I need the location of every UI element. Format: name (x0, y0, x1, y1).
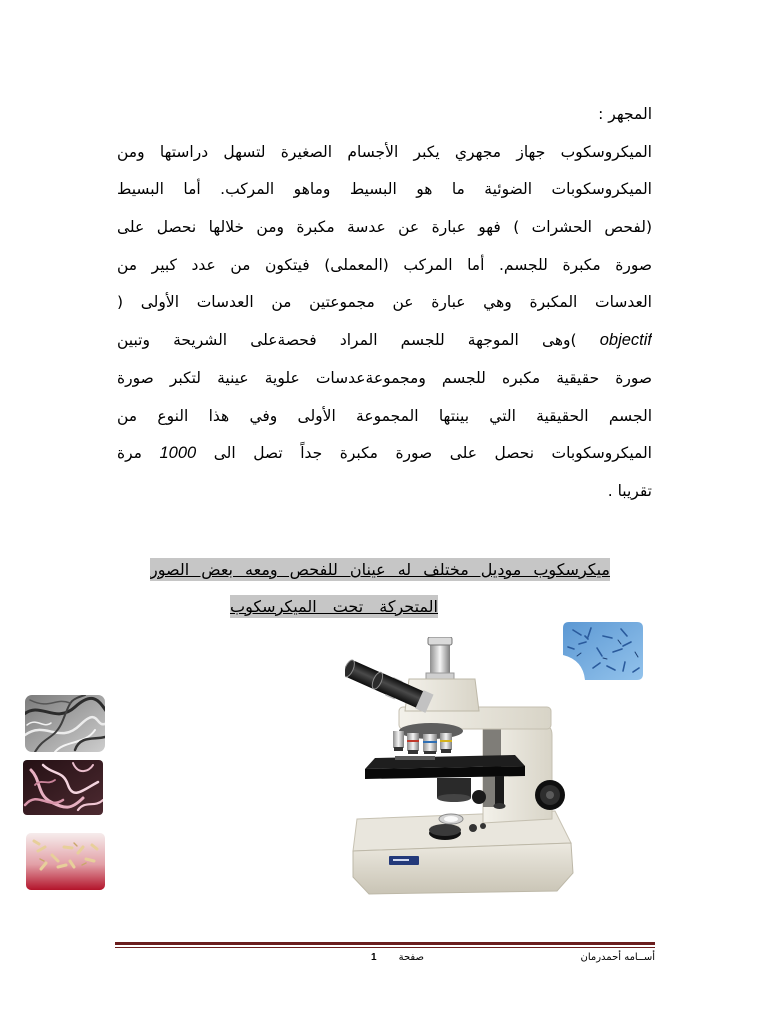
gray-worms-image (25, 695, 105, 752)
paragraph-line-text: مرة (117, 444, 142, 463)
article-body (117, 96, 652, 511)
red-bacteria-image (26, 833, 105, 890)
paragraph-line: صورة مكبرة للجسم. أما المركب (المعملى) فيتكون من عدد كبير من (117, 255, 652, 274)
paragraph-line: صورة حقيقية مكبره للجسم ومجموعةعدسات علوية عينية لتكبر صورة (117, 368, 652, 387)
paragraph-line: العدسات المكبرة وهي عبارة عن مجموعتين من العدسات الأولى ( (117, 293, 652, 312)
paragraph-line-text: )وهى الموجهة للجسم المراد فحصةعلى الشريحة وتبين (117, 331, 577, 350)
paragraph-line: الميكروسكوب جهاز مجهري يكبر الأجسام الصغيرة لتسهل دراستها ومن (117, 142, 652, 161)
page-label: صفحة (398, 952, 424, 963)
footer-rule-thin (115, 947, 655, 948)
figure-caption-line-2: المتحركة تحت الميكرسكوب (230, 597, 438, 616)
footer-page-number (355, 951, 440, 965)
figure-caption-line-1: ميكرسكوب موديل مختلف له عينان للفحص ومعه بعض الصور (150, 560, 610, 579)
microorganisms-image (563, 622, 643, 680)
paragraph-line (117, 322, 652, 360)
footer-rule (115, 942, 655, 945)
paragraph-line-last: تقريبا . (607, 481, 652, 500)
magnification-number: 1000 (159, 444, 197, 463)
section-heading: المجهر : (598, 105, 652, 123)
paragraph-line (117, 435, 652, 473)
paragraph-line: الجسم الحقيقية التي بينتها المجموعة الأولى وفي هذا النوع من (117, 406, 652, 425)
latin-term: objectif (599, 331, 652, 350)
microscope-image (345, 637, 575, 895)
paragraph-line: (لفحص الحشرات ) فهو عبارة عن عدسة مكبرة ومن خلالها نحصل على (117, 218, 652, 237)
paragraph-line-text: الميكروسكوبات نحصل على صورة مكبرة جداً تصل الى (213, 444, 652, 463)
paragraph-line: الميكروسكوبات الضوئية ما هو البسيط وماهو المركب. أما البسيط (117, 180, 652, 199)
page-number: 1 (371, 952, 377, 963)
footer-author: أســامه أحمدرمان (580, 952, 655, 963)
pink-worms-image (23, 760, 103, 815)
